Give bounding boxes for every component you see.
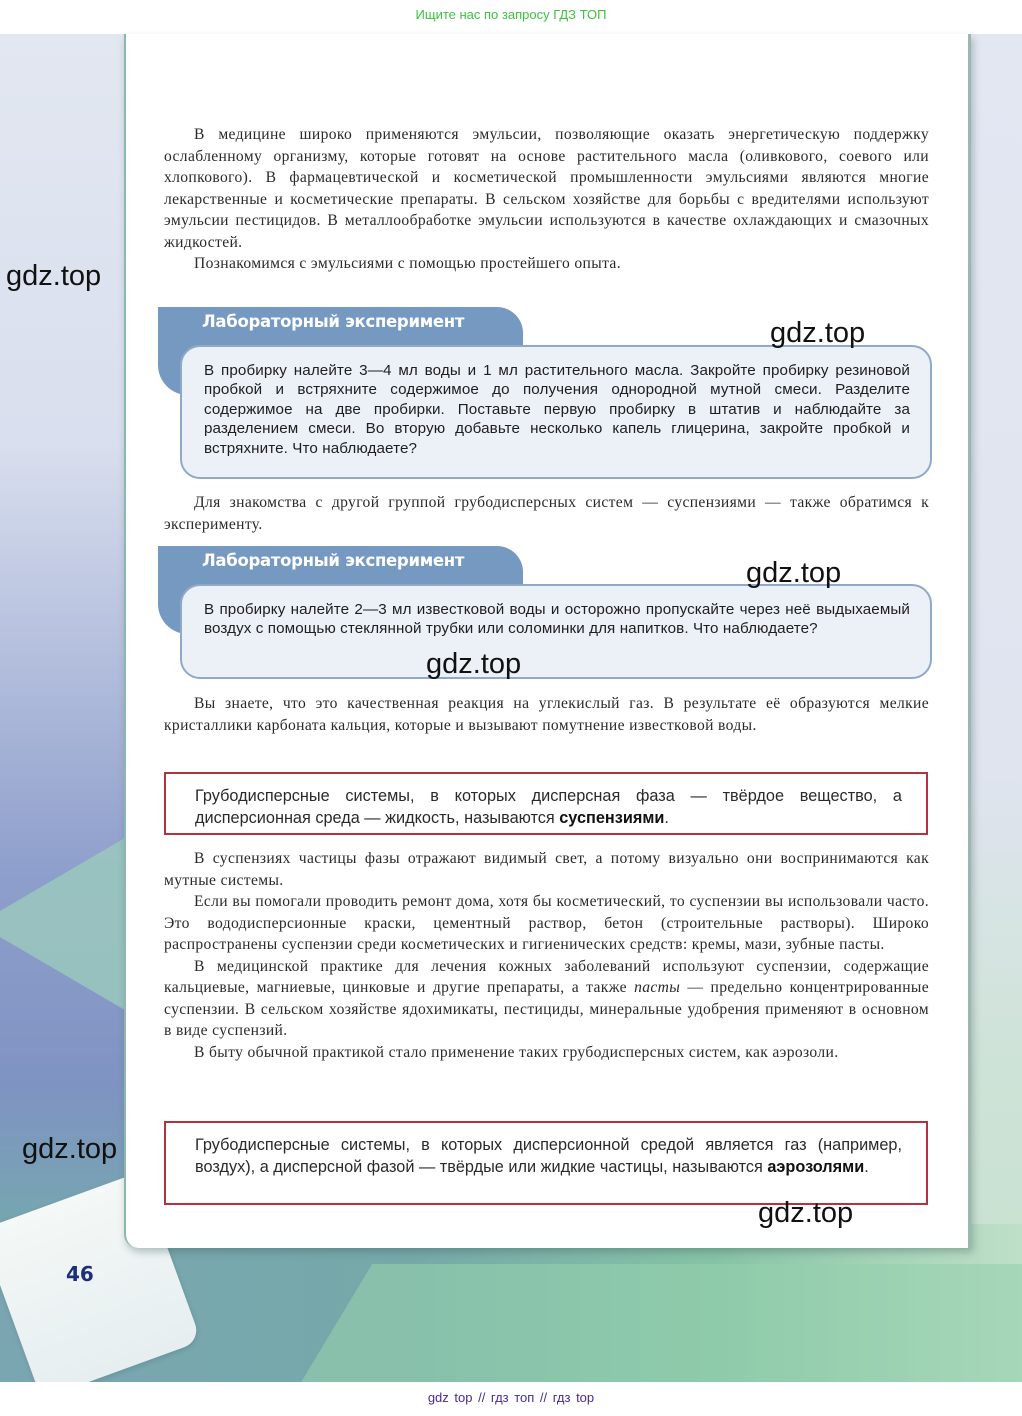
page-number: 46 [66, 1262, 94, 1286]
transition-text [164, 492, 929, 535]
medical-paragraph [164, 956, 929, 1042]
footer-links: gdz top // гдз топ // гдз top [0, 1382, 1022, 1416]
body-text [164, 848, 929, 1063]
definition-end: . [864, 1157, 869, 1176]
transition-paragraph: Для знакомства с другой группой грубодисперсных систем — суспензиями — также обратимся к эксперименту. [164, 494, 929, 533]
medical-text-1: В медицинской практике для лечения кожных заболеваний используют суспензии, содержащие кальциевые, магниевые, цинковые и другие препараты, а также [164, 957, 929, 996]
intro-paragraph-2: Познакомимся с эмульсиями с помощью простейшего опыта. [194, 255, 621, 272]
definition-text: Грубодисперсные системы, в которых дисперсионной средой является газ (например, воздух), а дисперсной фазой — твёрдые или жидкие частицы, называются [195, 1136, 902, 1176]
watermark: gdz.top [6, 260, 102, 292]
intro-paragraph-1: В медицине широко применяются эмульсии, позволяющие оказать энергетическую поддержку ослабленному организму, которые готовят на основе растительного масла (оливкового, соевого или хлопкового). В фармацевтической и косметической промышленности эмульсиями являются многие лекарственные и косметические препараты. В сельском хозяйстве для борьбы с вредителями используют эмульсии пестицидов. В металлообработке эмульсии используются в качестве охлаждающих и смазочных жидкостей. [164, 126, 929, 251]
top-banner: Ищите нас по запросу ГДЗ ТОП [0, 0, 1022, 34]
watermark: gdz.top [426, 648, 522, 680]
lab-instructions-box: В пробирку налейте 3—4 мл воды и 1 мл растительного масла. Закройте пробирку резиновой пробкой и встряхните содержимое до получения однородной мутной смеси. Разделите содержимое на две пробирки. Поставьте первую пробирку в штатив и наблюдайте за разделением смеси. Во вторую добавьте несколько капель глицерина, закройте пробкой и встряхните. Что наблюдаете? [180, 345, 932, 479]
definition-box-aerosols [164, 1121, 928, 1205]
intro-text [164, 124, 929, 275]
body-paragraph-2: Если вы помогали проводить ремонт дома, хотя бы косметический, то суспензии вы использовали часто. Это вододисперсионные краски, цементный раствор, бетон (строительные растворы). Широко распространены суспензии среди косметических и гигиенических средств: кремы, мази, зубные пасты. [164, 893, 929, 953]
background-bottom-light-shape [300, 1264, 1022, 1382]
watermark: gdz.top [22, 1133, 118, 1165]
watermark: gdz.top [770, 317, 866, 349]
definition-text: Грубодисперсные системы, в которых дисперсная фаза — твёрдое вещество, а дисперсионная среда — жидкость, называются [195, 787, 902, 827]
definition-term: аэрозолями [767, 1157, 865, 1176]
result-text [164, 693, 929, 736]
watermark: gdz.top [746, 557, 842, 589]
definition-box-suspensions [164, 772, 928, 835]
background-right-strip [962, 34, 1022, 1382]
aerosol-paragraph: В быту обычной практикой стало применение таких грубодисперсных систем, как аэрозоли. [194, 1043, 839, 1061]
result-paragraph: Вы знаете, что это качественная реакция на углекислый газ. В результате её образуются мелкие кристаллики карбоната кальция, которые и вызывают помутнение известковой воды. [164, 695, 929, 734]
lab-instructions-box: В пробирку налейте 2—3 мл известковой воды и осторожно пропускайте через неё выдыхаемый воздух с помощью стеклянной трубки или соломинки для напитков. Что наблюдаете? [180, 584, 932, 679]
watermark: gdz.top [758, 1197, 854, 1229]
definition-term: суспензиями [559, 808, 665, 827]
medical-italic-term: пасты [634, 979, 681, 996]
definition-end: . [664, 808, 669, 827]
lab-title: Лабораторный эксперимент [202, 312, 465, 331]
body-paragraph-1: В суспензиях частицы фазы отражают видимый свет, а потому визуально они воспринимаются как мутные системы. [164, 850, 929, 889]
medical-text-2: — предельно концентрированные суспензии. В сельском хозяйстве ядохимикаты, пестициды, минеральные удобрения применяют в основном в виде суспензий. [164, 979, 929, 1039]
lab-title: Лабораторный эксперимент [202, 551, 465, 570]
